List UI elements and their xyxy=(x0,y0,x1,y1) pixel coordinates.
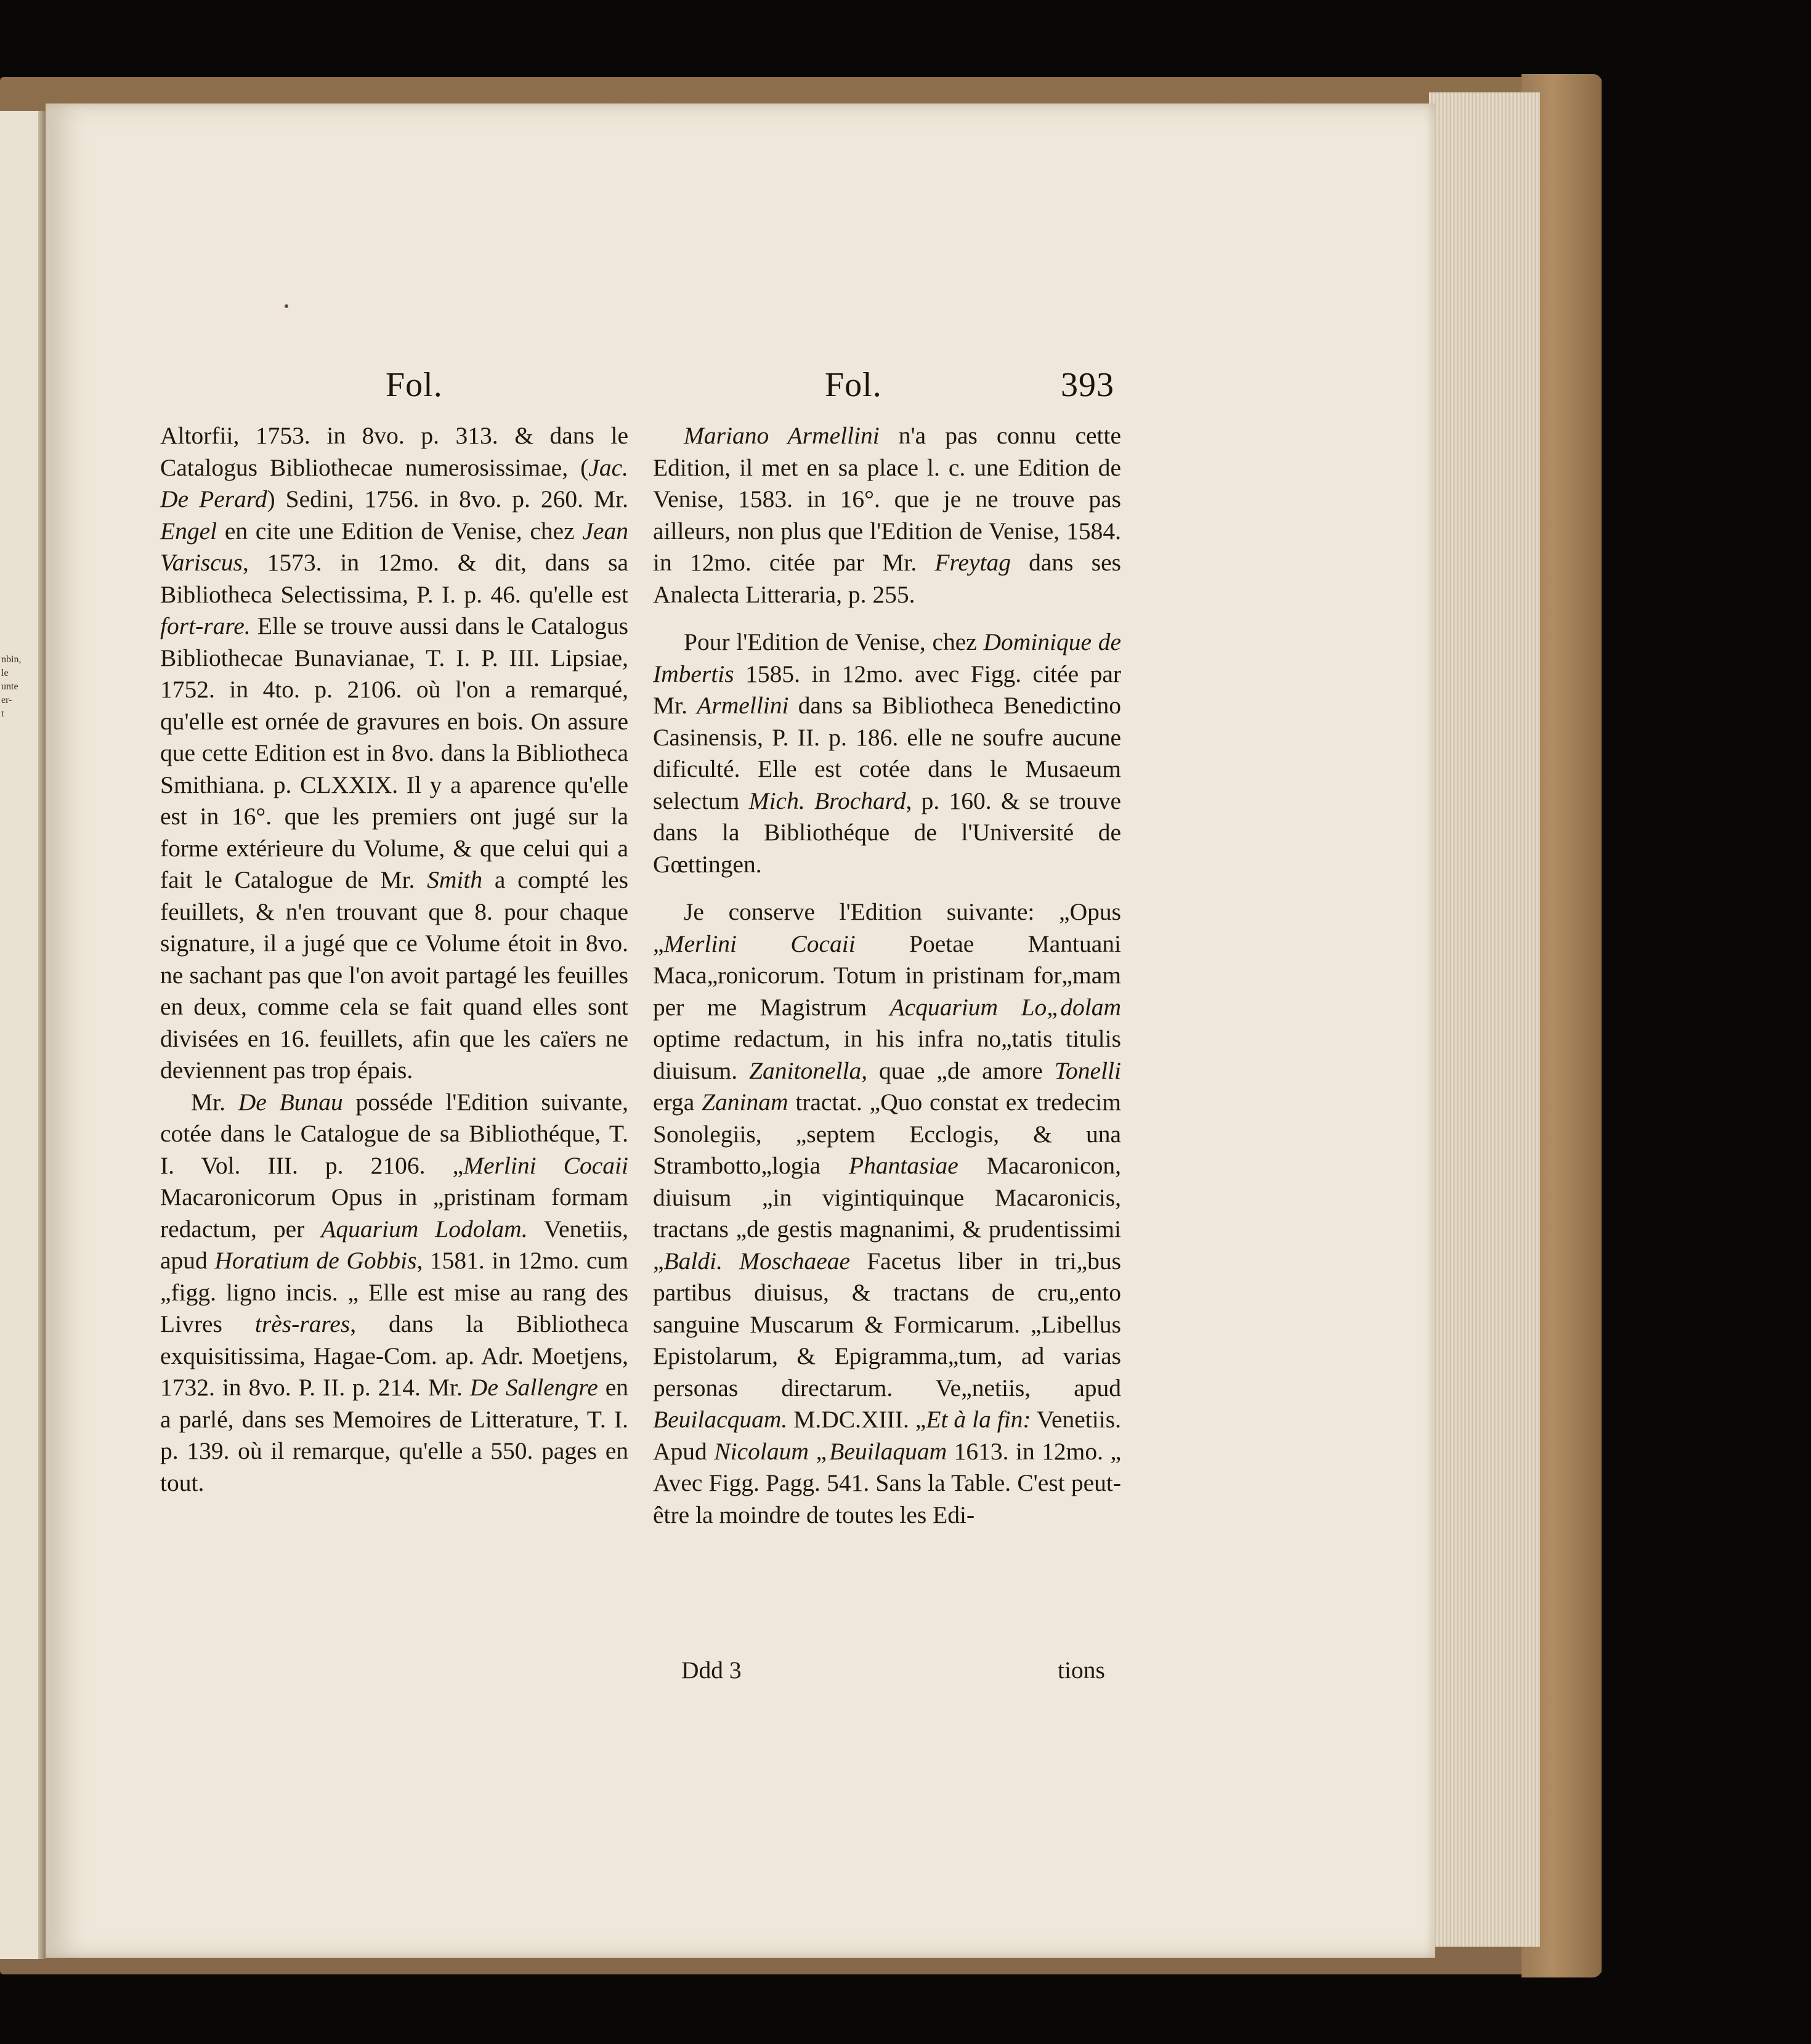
paragraph: Mariano Armellini n'a pas connu cette Edition, il met en sa place l. c. une Edition de Venise, 1583. in 16°. que je ne trouve pas ailleurs, non plus que l'Edition de Venise, 1584. in 12mo. citée par Mr. Freytag dans ses Analecta Litteraria, p. 255. xyxy=(653,422,1121,608)
left-column xyxy=(160,420,628,1499)
paragraph: Je conserve l'Edition suivante: „Opus „Merlini Cocaii Poetae Mantuani Maca„ronicorum. Totum in pristinam for„mam per me Magistrum Acquarium Lo„dolam optime redactum, in his infra no„tatis titulis diuisum. Zanitonella, quae „de amore Tonelli erga Zaninam tractat. „Quo constat ex tredecim Sonolegiis, „septem Ecclogis, & una Strambotto„logia Phantasiae Macaronicon, diuisum „in vigintiquinque Macaronicis, tractans „de gestis magnanimi, & prudentissimi „Baldi. Moschaeae Facetus liber in tri„bus partibus diuisus, & tractans de cru„ento sanguine Muscarum & Formicarum. „Libellus Epistolarum, & Epigramma„tum, ad varias personas directarum. Ve„netiis, apud Beuilacquam. M.DC.XIII. „Et à la fin: Venetiis. Apud Nicolaum „Beuilaquam 1613. in 12mo. „ Avec Figg. Pagg. 541. Sans la Table. C'est peut-être la moindre de toutes les Edi- xyxy=(653,898,1122,1528)
catchword: tions xyxy=(1058,1657,1105,1684)
facing-page-edge xyxy=(0,111,38,1959)
signature-mark: Ddd 3 xyxy=(681,1657,742,1684)
right-column-header: Fol. xyxy=(825,366,882,404)
facing-page-margin-notes: nbin, le unte er- t xyxy=(1,654,22,719)
right-column xyxy=(653,420,1121,1531)
paragraph: Pour l'Edition de Venise, chez Dominique de Imbertis 1585. in 12mo. avec Figg. citée par Mr. Armellini dans sa Bibliotheca Benedictino Casinensis, P. II. p. 186. elle ne soufre aucune dificulté. Elle est cotée dans le Musaeum selectum Mich. Brochard, p. 160. & se trouve dans la Bibliothéque de l'Université de Gœttingen. xyxy=(653,628,1121,878)
left-column-header: Fol. xyxy=(386,366,443,404)
book-page xyxy=(46,103,1435,1958)
paragraph: Mr. De Bunau posséde l'Edition suivante, cotée dans le Catalogue de sa Bibliothéque, T. I. Vol. III. p. 2106. „Merlini Cocaii Macaronicorum Opus in „pristinam formam redactum, per Aquarium Lodolam. Venetiis, apud Horatium de Gobbis, 1581. in 12mo. cum „figg. ligno incis. „ Elle est mise au rang des Livres très-rares, dans la Bibliotheca exquisitissima, Hagae-Com. ap. Adr. Moetjens, 1732. in 8vo. P. II. p. 214. Mr. De Sallengre en a parlé, dans ses Memoires de Litterature, T. I. p. 139. où il remarque, qu'elle a 550. pages en tout. xyxy=(160,1088,629,1496)
ink-speck xyxy=(285,304,288,308)
page-edges xyxy=(1429,92,1540,1947)
paragraph: Altorfii, 1753. in 8vo. p. 313. & dans le Catalogus Bibliothecae numerosissimae, (Jac. De Perard) Sedini, 1756. in 8vo. p. 260. Mr. Engel en cite une Edition de Venise, chez Jean Variscus, 1573. in 12mo. & dit, dans sa Bibliotheca Selectissima, P. I. p. 46. qu'elle est fort-rare. Elle se trouve aussi dans le Catalogus Bibliothecae Bunavianae, T. I. P. III. Lipsiae, 1752. in 4to. p. 2106. où l'on a remarqué, qu'elle est ornée de gravures en bois. On assure que cette Edition est in 8vo. dans la Bibliotheca Smithiana. p. CLXXIX. Il y a aparence qu'elle est in 16°. que les premiers ont jugé sur la forme extérieure du Volume, & que celui qui a fait le Catalogue de Mr. Smith a compté les feuillets, & n'en trouvant que 8. pour chaque signature, il a jugé que ce Volume étoit in 8vo. ne sachant pas que l'on avoit partagé les feuilles en deux, comme cela se fait quand elles sont divisées en 16. feuillets, afin que les caïers ne deviennent pas trop épais. xyxy=(160,422,628,1084)
gutter-shadow xyxy=(38,111,46,1959)
page-number: 393 xyxy=(1061,366,1114,404)
